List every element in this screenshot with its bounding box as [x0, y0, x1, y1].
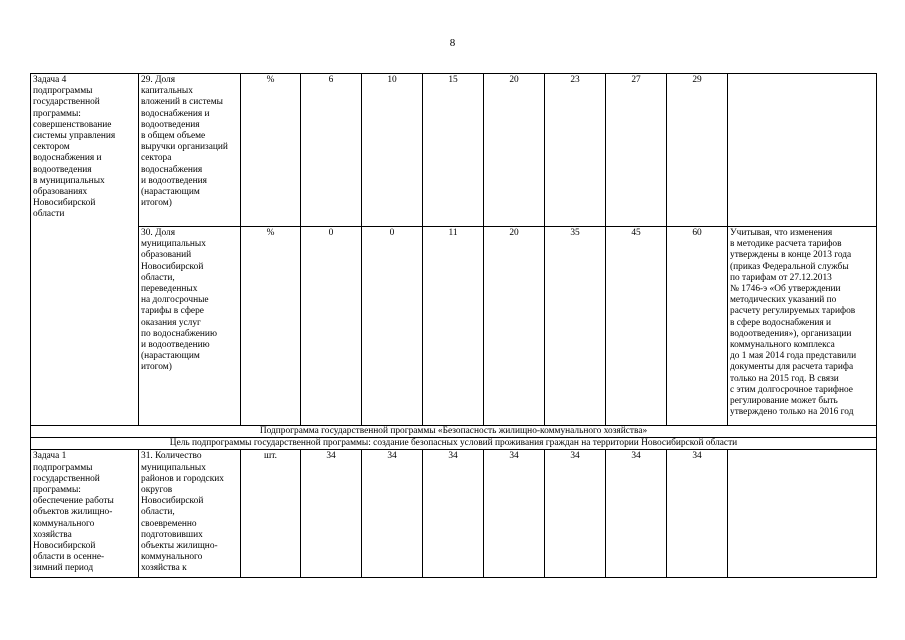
- unit-cell: %: [241, 227, 301, 426]
- value-cell: 11: [423, 227, 484, 426]
- subprogram-header: Подпрограмма государственной программы «Безопасность жилищно-коммунального хозяйства»: [31, 426, 877, 438]
- note-cell: [728, 450, 877, 578]
- value-cell: 29: [667, 74, 728, 227]
- value-cell: 34: [606, 450, 667, 578]
- value-cell: 23: [545, 74, 606, 227]
- value-cell: 6: [301, 74, 362, 227]
- value-cell: 34: [301, 450, 362, 578]
- value-cell: 60: [667, 227, 728, 426]
- value-cell: 27: [606, 74, 667, 227]
- task-cell: Задача 1 подпрограммы государственной программы: обеспечение работы объектов жилищно- коммунального хозяйства Новосибирской области в осенне- зимний период: [31, 450, 139, 578]
- value-cell: 10: [362, 74, 423, 227]
- value-cell: 34: [423, 450, 484, 578]
- indicator-cell: 31. Количество муниципальных районов и городских округов Новосибирской области, своевременно подготовивших объекты жилищно- коммунального хозяйства к: [139, 450, 241, 578]
- unit-cell: %: [241, 74, 301, 227]
- table-row: [31, 227, 877, 426]
- value-cell: 20: [484, 227, 545, 426]
- table-row: [31, 74, 877, 227]
- subprogram-header-row: [31, 426, 877, 438]
- note-cell: [728, 74, 877, 227]
- page-number: 8: [449, 37, 456, 49]
- task-cell: Задача 4 подпрограммы государственной программы: совершенствование системы управления сектором водоснабжения и водоотведения в муниципальных образованиях Новосибирской области: [31, 74, 139, 426]
- indicator-cell: 29. Доля капитальных вложений в системы водоснабжения и водоотведения в общем объеме выручки организаций сектора водоснабжения и водоотведения (нарастающим итогом): [139, 74, 241, 227]
- value-cell: 0: [362, 227, 423, 426]
- goal-header: Цель подпрограммы государственной программы: создание безопасных условий проживания граждан на территории Новосибирской области: [31, 438, 877, 450]
- indicator-cell: 30. Доля муниципальных образований Новосибирской области, переведенных на долгосрочные тарифы в сфере оказания услуг по водоснабжению и водоотведению (нарастающим итогом): [139, 227, 241, 426]
- value-cell: 34: [667, 450, 728, 578]
- unit-cell: шт.: [241, 450, 301, 578]
- value-cell: 15: [423, 74, 484, 227]
- value-cell: 34: [484, 450, 545, 578]
- value-cell: 35: [545, 227, 606, 426]
- indicators-table: [30, 73, 877, 578]
- value-cell: 20: [484, 74, 545, 227]
- value-cell: 34: [545, 450, 606, 578]
- value-cell: 0: [301, 227, 362, 426]
- goal-header-row: [31, 438, 877, 450]
- value-cell: 34: [362, 450, 423, 578]
- table-row: [31, 450, 877, 578]
- value-cell: 45: [606, 227, 667, 426]
- note-cell: Учитывая, что изменения в методике расчета тарифов утверждены в конце 2013 года (приказ Федеральной службы по тарифам от 27.12.2013 № 1746-э «Об утверждении методических указаний по расчету регулируемых тарифов в сфере водоснабжения и водоотведения»), организации коммунального комплекса до 1 мая 2014 года представили документы для расчета тарифа только на 2015 год. В связи с этим долгосрочное тарифное регулирование может быть утверждено только на 2016 год: [728, 227, 877, 426]
